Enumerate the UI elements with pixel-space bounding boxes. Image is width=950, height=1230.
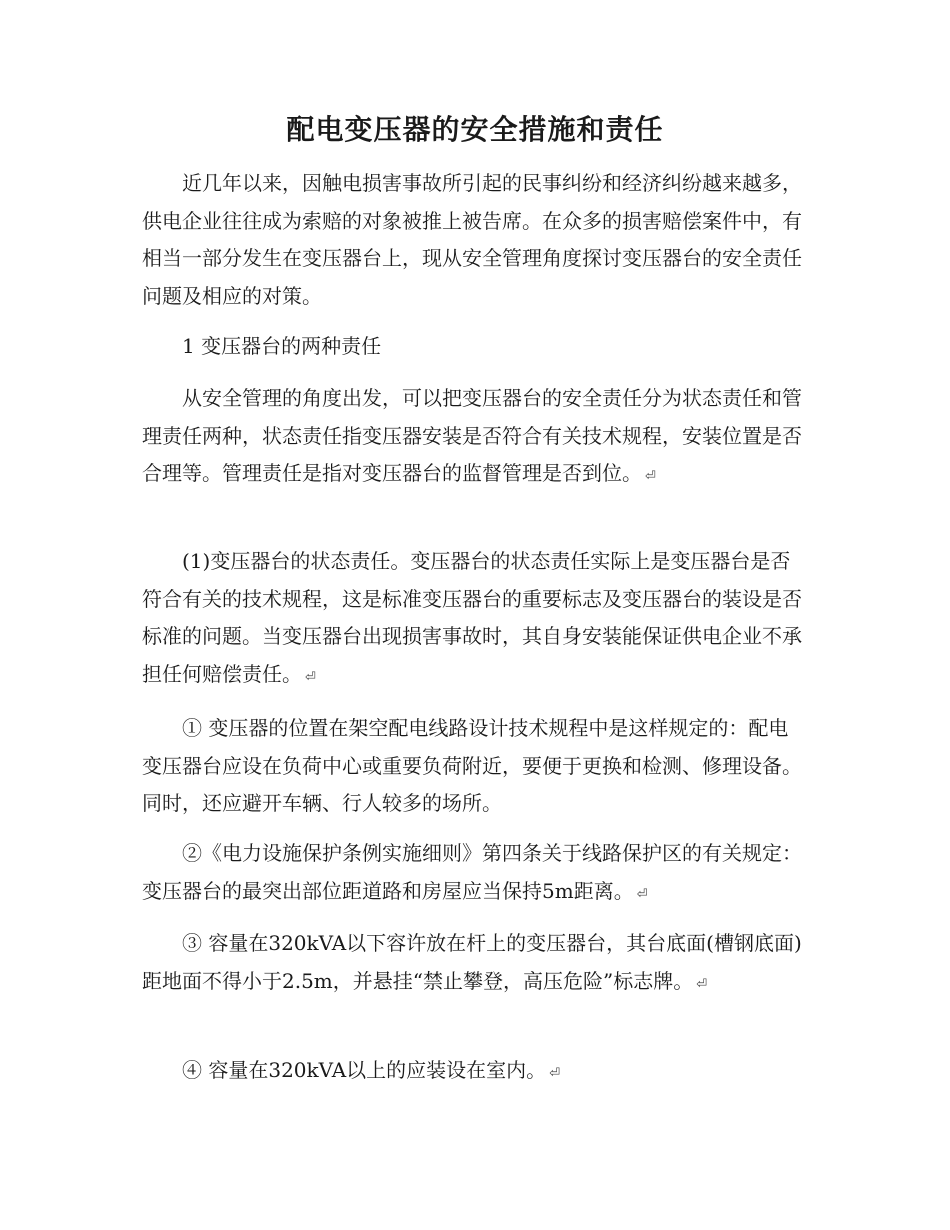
- paragraph-text: 1 变压器台的两种责任: [182, 334, 382, 358]
- section-heading: [142, 328, 808, 369]
- paragraph-item-2: [142, 835, 808, 913]
- paragraph-item-1: [142, 710, 808, 826]
- paragraph-text: ① 变压器的位置在架空配电线路设计技术规程中是这样规定的：配电变压器台应设在负荷中心或重要负荷附近，要便于更换和检测、修理设备。同时，还应避开车辆、行人较多的场所。: [142, 716, 802, 815]
- paragraph-text: ②《电力设施保护条例实施细则》第四条关于线路保护区的有关规定：变压器台的最突出部位距道路和房屋应当保持5m距离。: [142, 841, 802, 903]
- paragraph-text: ④ 容量在320kVA以上的应装设在室内。: [182, 1058, 547, 1082]
- paragraph-mark: ⏎: [645, 469, 656, 484]
- paragraph-text: 近几年以来，因触电损害事故所引起的民事纠纷和经济纠纷越来越多，供电企业往往成为索赔的对象被推上被告席。在众多的损害赔偿案件中，有相当一部分发生在变压器台上，现从安全管理角度探讨变压器台的安全责任问题及相应的对策。: [142, 171, 802, 308]
- paragraph-item-4: [142, 1052, 808, 1093]
- paragraph-responsibility: [142, 380, 808, 496]
- paragraph-mark: ⏎: [549, 1066, 561, 1081]
- paragraph-mark: ⏎: [696, 976, 708, 992]
- paragraph-text: ③ 容量在320kVA以下容许放在杆上的变压器台，其台底面(槽钢底面)距地面不得小于2.5m，并悬挂“禁止攀登，高压危险”标志牌。: [142, 931, 802, 993]
- paragraph-mark: ⏎: [636, 886, 648, 902]
- paragraph-state-responsibility: [142, 543, 808, 696]
- paragraph-text: (1)变压器台的状态责任。变压器台的状态责任实际上是变压器台是否符合有关的技术规程，这是标准变压器台的重要标志及变压器台的装设是否标准的问题。当变压器台出现损害事故时，其自身安装能保证供电企业不承担任何赔偿责任。: [142, 549, 802, 686]
- paragraph-intro: [142, 165, 808, 318]
- paragraph-mark: ⏎: [305, 669, 316, 685]
- paragraph-item-3: [142, 925, 808, 1003]
- paragraph-text: 从安全管理的角度出发，可以把变压器台的安全责任分为状态责任和管理责任两种，状态责任指变压器安装是否符合有关技术规程，安装位置是否合理等。管理责任是指对变压器台的监督管理是否到位。: [142, 386, 802, 485]
- document-title: 配电变压器的安全措施和责任: [286, 113, 664, 146]
